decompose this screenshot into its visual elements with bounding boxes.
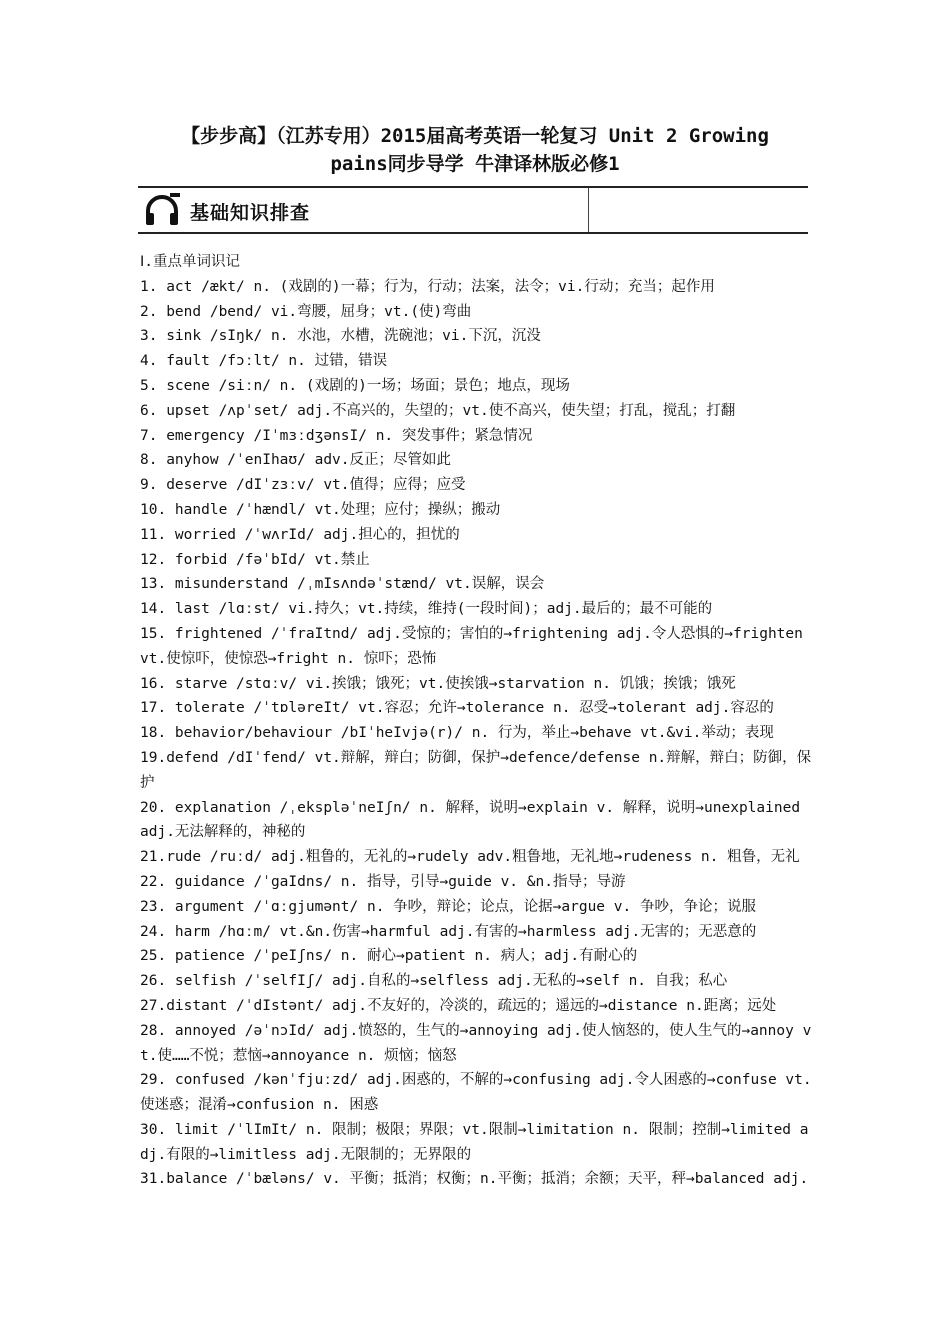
vocab-entry: 12. forbid /fəˈbId/ vt.禁止 [140, 551, 370, 568]
headphones-icon [144, 193, 180, 227]
vocab-entry: 23. argument /ˈɑːgjumənt/ n. 争吵，辩论；论点，论据→argue v. 争吵，争论；说服 [140, 898, 756, 915]
banner-label: 基础知识排查 [190, 202, 311, 224]
vocab-entry: 1. act /ækt/ n. (戏剧的)一幕；行为，行动；法案，法令；vi.行动；充当；起作用 [140, 278, 715, 295]
vocab-entry: 10. handle /ˈhændl/ vt.处理；应付；操纵；搬动 [140, 501, 501, 518]
vocab-entry: 16. starve /stɑːv/ vi.挨饿；饿死；vt.使挨饿→starvation n. 饥饿；挨饿；饿死 [140, 675, 736, 692]
vocab-entry: 19.defend /dIˈfend/ vt.辩解，辩白；防御，保护→defence/defense n.辩解，辩白；防御，保护 [140, 749, 812, 791]
vocab-entry: 6. upset /ʌpˈset/ adj.不高兴的，失望的；vt.使不高兴，使失望；打乱，搅乱；打翻 [140, 402, 736, 419]
vocab-entry: 28. annoyed /əˈnɔId/ adj.愤怒的，生气的→annoying adj.使人恼怒的，使人生气的→annoy vt.使……不悦；惹恼→annoyance n. 烦恼；恼怒 [140, 1022, 812, 1064]
banner-divider [588, 188, 589, 232]
vocab-entry: 25. patience /ˈpeIʃns/ n. 耐心→patient n. 病人；adj.有耐心的 [140, 948, 638, 965]
vocabulary-list [140, 250, 812, 1192]
vocab-entry: 7. emergency /IˈmɜːdʒənsI/ n. 突发事件；紧急情况 [140, 427, 533, 444]
vocab-entry: 26. selfish /ˈselfIʃ/ adj.自私的→selfless adj.无私的→self n. 自我；私心 [140, 973, 728, 990]
vocab-entry: 5. scene /siːn/ n. (戏剧的)一场；场面；景色；地点，现场 [140, 377, 570, 394]
vocab-entry: 18. behavior/behaviour /bIˈheIvjə(r)/ n. 行为，举止→behave vt.&vi.举动；表现 [140, 725, 774, 742]
vocab-entry: 8. anyhow /ˈenIhaʊ/ adv.反正；尽管如此 [140, 452, 452, 469]
title-line-2: pains同步导学 牛津译林版必修1 [330, 153, 620, 175]
vocab-entry: 21.rude /ruːd/ adj.粗鲁的，无礼的→rudely adv.粗鲁地，无礼地→rudeness n. 粗鲁，无礼 [140, 849, 800, 866]
vocab-entry: 15. frightened /ˈfraItnd/ adj.受惊的；害怕的→frightening adj.令人恐惧的→frighten vt.使惊吓，使惊恐→fright n. 惊吓；恐怖 [140, 625, 803, 667]
title-line-1: 【步步高】（江苏专用）2015届高考英语一轮复习 Unit 2 Growing [181, 125, 769, 147]
vocab-entry: 2. bend /bend/ vi.弯腰，屈身；vt.(使)弯曲 [140, 303, 472, 320]
vocab-entry: 14. last /lɑːst/ vi.持久；vt.持续，维持(一段时间)；adj.最后的；最不可能的 [140, 601, 713, 618]
vocab-entry: 17. tolerate /ˈtɒləreIt/ vt.容忍；允许→tolerance n. 忍受→tolerant adj.容忍的 [140, 700, 774, 717]
section-banner [138, 186, 808, 234]
vocab-entry: 4. fault /fɔːlt/ n. 过错，错误 [140, 353, 388, 370]
vocab-entry: 3. sink /sIŋk/ n. 水池，水槽，洗碗池；vi.下沉，沉没 [140, 328, 541, 345]
vocab-entry: 27.distant /ˈdIstənt/ adj.不友好的，冷淡的，疏远的；遥远的→distance n.距离；远处 [140, 997, 777, 1014]
entries-container [140, 275, 812, 1192]
vocab-entry: 22. guidance /ˈgaIdns/ n. 指导，引导→guide v. &n.指导；导游 [140, 873, 626, 890]
document-title [120, 122, 830, 178]
vocab-entry: 24. harm /hɑːm/ vt.&n.伤害→harmful adj.有害的→harmless adj.无害的；无恶意的 [140, 923, 757, 940]
vocab-entry: 13. misunderstand /ˌmIsʌndəˈstænd/ vt.误解，误会 [140, 576, 545, 593]
vocab-entry: 30. limit /ˈlImIt/ n. 限制；极限；界限；vt.限制→limitation n. 限制；控制→limited adj.有限的→limitless adj.无限制的；无界限的 [140, 1121, 809, 1163]
vocab-entry: 20. explanation /ˌekspləˈneIʃn/ n. 解释，说明→explain v. 解释，说明→unexplained adj.无法解释的，神秘的 [140, 799, 801, 841]
vocab-entry: 29. confused /kənˈfjuːzd/ adj.困惑的，不解的→confusing adj.令人困惑的→confuse vt.使迷惑；混淆→confusion n. 困惑 [140, 1072, 812, 1114]
vocab-entry: 11. worried /ˈwʌrId/ adj.担心的，担忧的 [140, 526, 460, 543]
section-heading: Ⅰ.重点单词识记 [140, 254, 241, 270]
vocab-entry: 9. deserve /dIˈzɜːv/ vt.值得；应得；应受 [140, 477, 466, 494]
vocab-entry: 31.balance /ˈbæləns/ v. 平衡；抵消；权衡；n.平衡；抵消；余额；天平，秤→balanced adj. [140, 1171, 809, 1188]
